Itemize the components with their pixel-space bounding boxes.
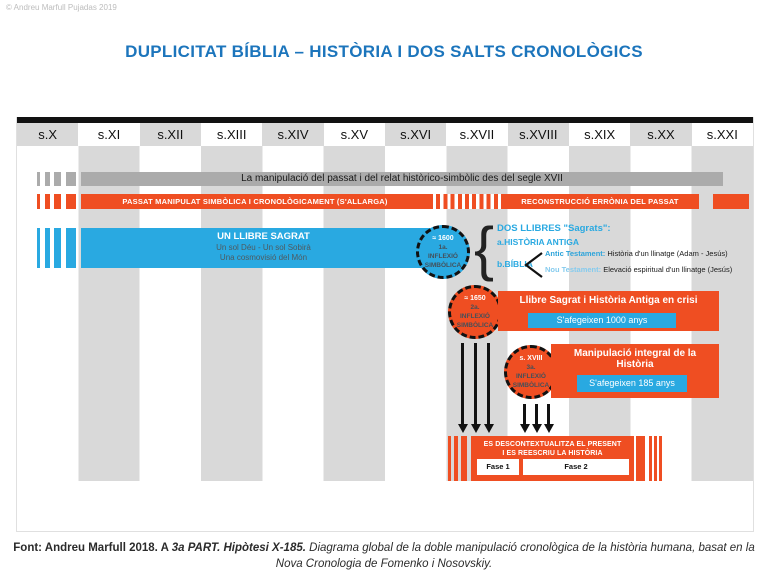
century-header-cell: s.XVIII bbox=[508, 123, 569, 146]
biblia-label: b.BÍBLIA bbox=[497, 259, 533, 269]
crisi-badge: S'afegeixen 1000 anys bbox=[528, 313, 676, 328]
circle-line: SIMBÒLICA bbox=[512, 382, 550, 389]
circle-year: ≈ 1600 bbox=[432, 235, 454, 242]
fase-2-box: Fase 2 bbox=[523, 459, 629, 475]
passat-manipulat-bar: PASSAT MANIPULAT SIMBÒLICA I CRONOLÒGICAMENT (S'ALLARGA) bbox=[81, 194, 429, 209]
sacred-book-title: UN LLIBRE SAGRAT bbox=[217, 231, 310, 242]
hatch-mark bbox=[54, 194, 61, 209]
circle-ordinal: 1a. bbox=[438, 244, 448, 251]
century-header-cell: s.X bbox=[17, 123, 78, 146]
sacred-book-line2: Un sol Déu - Un sol Sobirà bbox=[216, 243, 311, 252]
century-header-row bbox=[17, 123, 753, 146]
copyright-text: © Andreu Marfull Pujadas 2019 bbox=[6, 3, 117, 12]
hatch-mark bbox=[66, 194, 76, 209]
antic-testament-label: Antic Testament: bbox=[545, 249, 606, 258]
sacred-book-line3: Una cosmovisió del Món bbox=[219, 253, 308, 262]
hatch-mark bbox=[649, 436, 652, 481]
century-header-cell: s.XV bbox=[340, 127, 369, 142]
antic-testament-line bbox=[545, 249, 728, 258]
bottom-line1: ES DESCONTEXTUALITZA EL PRESENT bbox=[483, 441, 622, 448]
down-arrow bbox=[461, 343, 464, 424]
sacred-book-bar bbox=[81, 228, 446, 268]
nou-testament-text: Elevació espiritual d'un llinatge (Jesús) bbox=[601, 265, 733, 274]
inflexio-circle-1650 bbox=[448, 285, 502, 339]
fase-1-box: Fase 1 bbox=[477, 459, 519, 475]
circle-ordinal: 3a. bbox=[526, 364, 536, 371]
dos-llibres-title: DOS LLIBRES "Sagrats": bbox=[497, 223, 611, 234]
integral-title-line1: Manipulació integral de la bbox=[573, 348, 697, 359]
hatch-mark bbox=[654, 436, 657, 481]
down-arrow bbox=[547, 404, 550, 424]
hatch-mark bbox=[66, 172, 76, 186]
angle-brace-icon bbox=[523, 251, 543, 279]
circle-line: SIMBÒLICA bbox=[424, 262, 462, 269]
hatch-mark bbox=[37, 172, 40, 186]
hatch-mark bbox=[461, 436, 467, 481]
circle-line: SIMBÒLICA bbox=[456, 322, 494, 329]
reconstruccio-bar: RECONSTRUCCIÓ ERRÒNIA DEL PASSAT bbox=[501, 194, 699, 209]
hatch-mark bbox=[454, 436, 458, 481]
circle-line: INFLEXIÓ bbox=[516, 373, 546, 380]
footer-part-title: 3a PART. Hipòtesi X-185. bbox=[171, 542, 310, 554]
century-header-cell: s.XIII bbox=[216, 127, 247, 142]
hatch-mark bbox=[45, 172, 50, 186]
page-title: DUPLICITAT BÍBLIA – HISTÒRIA I DOS SALTS CRONOLÒGICS bbox=[125, 42, 643, 61]
century-header-cell: s.XX bbox=[630, 123, 691, 146]
circle-year: ≈ 1650 bbox=[464, 295, 486, 302]
century-header-cell: s.XI bbox=[97, 127, 121, 142]
chronology-diagram bbox=[16, 117, 754, 532]
century-header-cell: s.XVII bbox=[459, 127, 495, 142]
inflexio-circle-xviii bbox=[504, 345, 558, 399]
source-footer bbox=[0, 540, 768, 572]
orange-hatched-zone bbox=[429, 194, 501, 209]
down-arrow bbox=[535, 404, 538, 424]
century-header-cell: s.XIX bbox=[584, 127, 616, 142]
antic-testament-text: Història d'un llinatge (Adam - Jesús) bbox=[605, 249, 728, 258]
hatch-mark bbox=[54, 172, 61, 186]
orange-bar-end-segment bbox=[713, 194, 749, 209]
hatch-mark bbox=[448, 436, 451, 481]
hatch-mark bbox=[45, 194, 50, 209]
down-arrow bbox=[487, 343, 490, 424]
descontextualitza-box bbox=[471, 436, 634, 481]
circle-line: INFLEXIÓ bbox=[428, 253, 458, 260]
nou-testament-label: Nou Testament: bbox=[545, 265, 602, 274]
hatch-mark bbox=[66, 228, 76, 268]
integral-title-line2: Història bbox=[616, 359, 654, 370]
inflexio-circle-1600 bbox=[416, 225, 470, 279]
footer-line2: Nova Cronologia de Fomenko i Nosovskiy. bbox=[275, 558, 493, 570]
hatch-mark bbox=[37, 194, 40, 209]
bottom-line2: I ES REESCRIU LA HISTÒRIA bbox=[502, 450, 603, 457]
circle-line: INFLEXIÓ bbox=[460, 313, 490, 320]
hatch-mark bbox=[636, 436, 645, 481]
manipulation-bar: La manipulació del passat i del relat històrico-simbòlic des del segle XVII bbox=[81, 172, 723, 186]
hatch-mark bbox=[45, 228, 50, 268]
century-header-cell: s.XVI bbox=[385, 123, 446, 146]
century-header-cell: s.XIV bbox=[262, 123, 323, 146]
century-header-cell: s.XXI bbox=[706, 127, 738, 142]
down-arrow bbox=[523, 404, 526, 424]
nou-testament-line bbox=[545, 265, 732, 274]
circle-ordinal: 2a. bbox=[470, 304, 480, 311]
hatch-mark bbox=[659, 436, 662, 481]
century-header-cell: s.XII bbox=[140, 123, 201, 146]
crisi-title: Llibre Sagrat i Història Antiga en crisi bbox=[519, 295, 698, 306]
hatch-mark bbox=[37, 228, 40, 268]
footer-source-label: Font: Andreu Marfull 2018. A bbox=[13, 542, 172, 554]
hatch-mark bbox=[54, 228, 61, 268]
integral-title bbox=[551, 348, 719, 370]
down-arrow bbox=[474, 343, 477, 424]
integral-badge: S'afegeixen 185 anys bbox=[577, 375, 687, 392]
historia-antiga-label: a.HISTÒRIA ANTIGA bbox=[497, 237, 580, 247]
circle-year: s. XVIII bbox=[519, 355, 543, 362]
footer-description: Diagrama global de la doble manipulació cronològica de la història humana, basat en la bbox=[309, 542, 755, 554]
curly-brace-icon: { bbox=[474, 215, 495, 282]
